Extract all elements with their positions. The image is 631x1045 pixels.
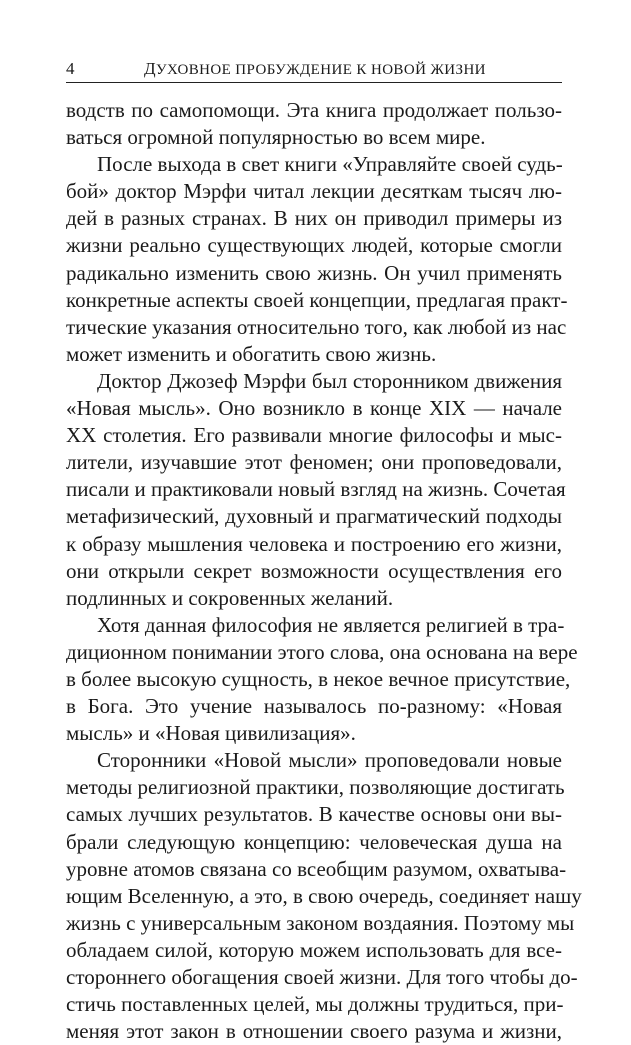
- text-line: бой» доктор Мэрфи читал лекции десяткам тысяч лю-: [66, 179, 562, 204]
- book-page: [66, 56, 582, 1045]
- text-line: писали и практиковали новый взгляд на жизнь. Сочетая: [66, 477, 566, 502]
- text-line: меняя этот закон в отношении своего разума и жизни,: [66, 1019, 562, 1044]
- text-line: в более высокую сущность, в некое вечное присутствие,: [66, 666, 571, 691]
- text-line: радикально изменить свою жизнь. Он учил применять: [66, 260, 562, 285]
- running-head: [66, 56, 562, 83]
- text-line: ющим Вселенную, а это, в свою очередь, соединяет нашу: [66, 883, 582, 908]
- text-line: тические указания относительно того, как любой из нас: [66, 314, 567, 339]
- text-line: ваться огромной популярностью во всем мире.: [66, 125, 486, 150]
- text-line: может изменить и обогатить свою жизнь.: [66, 341, 437, 366]
- text-line: Сторонники «Новой мысли» проповедовали новые: [97, 748, 562, 773]
- text-line: уровне атомов связана со всеобщим разумом, охватыва-: [66, 856, 567, 881]
- text-line: жизнь с универсальным законом воздаяния. Поэтому мы: [66, 910, 575, 935]
- text-line: Хотя данная философия не является религией в тра-: [97, 612, 565, 637]
- text-line: Доктор Джозеф Мэрфи был сторонником движения: [97, 368, 562, 393]
- text-line: они открыли секрет возможности осуществления его: [66, 558, 562, 583]
- text-line: методы религиозной практики, позволяющие достигать: [66, 775, 565, 800]
- text-line: самых лучших результатов. В качестве основы они вы-: [66, 802, 562, 827]
- page-number: 4: [66, 59, 75, 78]
- text-line: в Бога. Это учение называлось по-разному: «Новая: [66, 694, 562, 719]
- text-line: После выхода в свет книги «Управляйте своей судь-: [97, 152, 563, 177]
- text-line: «Новая мысль». Оно возникло в конце XIX — начале: [66, 396, 562, 421]
- text-line: конкретные аспекты своей концепции, предлагая практ-: [66, 287, 568, 312]
- text-line: диционном понимании этого слова, она основана на вере: [66, 639, 578, 664]
- running-title-initial: Д: [144, 59, 156, 78]
- running-title-rest: УХОВНОЕ ПРОБУЖДЕНИЕ К НОВОЙ ЖИЗНИ: [156, 62, 486, 78]
- body-text: [66, 97, 582, 1045]
- text-line: брали следующую концепцию: человеческая душа на: [66, 829, 562, 854]
- text-line: жизни реально существующих людей, которые смогли: [66, 233, 562, 258]
- text-line: стичь поставленных целей, мы должны трудиться, при-: [66, 992, 564, 1017]
- text-line: XX столетия. Его развивали многие философы и мыс-: [66, 423, 562, 448]
- text-line: метафизический, духовный и прагматический подходы: [66, 504, 562, 529]
- text-line: стороннего обогащения своей жизни. Для того чтобы до-: [66, 965, 578, 989]
- text-line: подлинных и сокровенных желаний.: [66, 585, 394, 610]
- text-line: дей в разных странах. В них он приводил примеры из: [66, 206, 562, 231]
- text-line: мысль» и «Новая цивилизация».: [66, 721, 356, 746]
- text-line: лители, изучавшие этот феномен; они проповедовали,: [66, 450, 562, 475]
- text-line: обладаем силой, которую можем использовать для все-: [66, 937, 562, 962]
- running-title: [144, 56, 486, 83]
- text-line: к образу мышления человека и построению его жизни,: [66, 531, 562, 556]
- text-line: водств по самопомощи. Эта книга продолжает пользо-: [66, 98, 562, 122]
